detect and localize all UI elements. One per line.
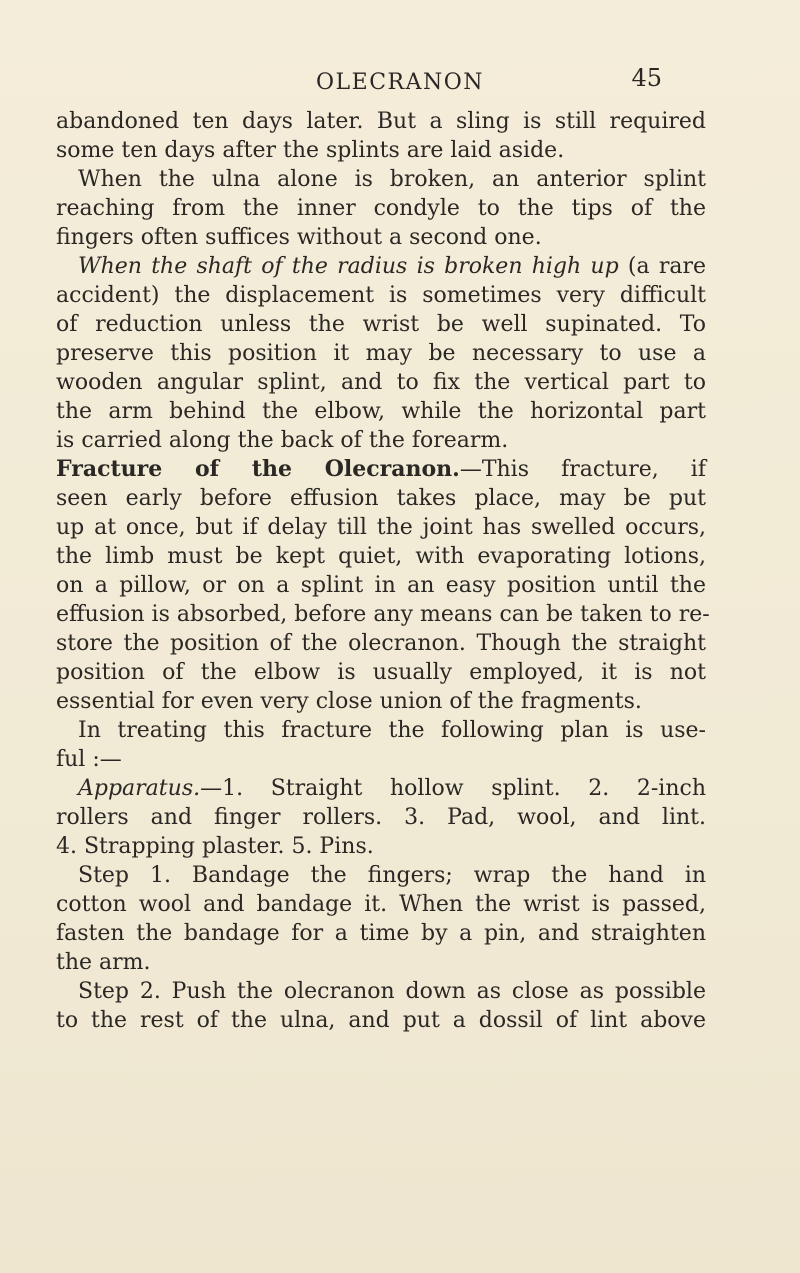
- text-line: seen early before effusion takes place, may be put: [56, 486, 706, 511]
- text-line: to the rest of the ulna, and put a dossil of lint above: [56, 1008, 706, 1033]
- text-line: 4. Strapping plaster. 5. Pins.: [56, 834, 374, 859]
- text-line: effusion is absorbed, before any means can be taken to re-: [56, 602, 710, 627]
- text-line: accident) the displacement is sometimes very difficult: [56, 283, 706, 308]
- text-line: is carried along the back of the forearm.: [56, 428, 509, 453]
- text-line: store the position of the olecranon. Though the straight: [56, 631, 706, 656]
- text-line: In treating this fracture the following plan is use-: [78, 718, 706, 743]
- page-number: 45: [631, 64, 662, 92]
- text-line: Fracture of the Olecranon.—This fracture, if: [56, 456, 706, 482]
- text-line: some ten days after the splints are laid aside.: [56, 138, 565, 163]
- text-line: the arm behind the elbow, while the horizontal part: [56, 399, 706, 424]
- text-line: the arm.: [56, 950, 151, 975]
- text-line: position of the elbow is usually employed, it is not: [56, 660, 706, 685]
- text-line: rollers and finger rollers. 3. Pad, wool, and lint.: [56, 805, 706, 830]
- text-line: essential for even very close union of the fragments.: [56, 689, 642, 714]
- text-line: fingers often suffices without a second one.: [56, 225, 542, 250]
- text-line: Step 2. Push the olecranon down as close as possible: [78, 979, 706, 1004]
- section-heading: Fracture of the Olecranon.: [56, 456, 460, 482]
- page-header: [0, 60, 800, 100]
- body-text: [56, 107, 710, 1035]
- text-line: cotton wool and bandage it. When the wrist is passed,: [56, 892, 706, 917]
- text-line: ful :—: [56, 747, 122, 772]
- text-line: abandoned ten days later. But a sling is still required: [56, 109, 706, 134]
- text-line: reaching from the inner condyle to the tips of the: [56, 196, 706, 221]
- text-line: the limb must be kept quiet, with evaporating lotions,: [56, 544, 706, 569]
- italic-lead: Apparatus.: [78, 776, 201, 801]
- text-line: fasten the bandage for a time by a pin, and straighten: [56, 921, 706, 946]
- italic-lead: When the shaft of the radius is broken high up: [78, 254, 619, 279]
- text-line: wooden angular splint, and to fix the vertical part to: [56, 370, 706, 395]
- text-line: Apparatus.—1. Straight hollow splint. 2. 2-inch: [78, 776, 706, 801]
- text-line: Step 1. Bandage the fingers; wrap the hand in: [78, 863, 706, 888]
- running-head: OLECRANON: [315, 70, 485, 95]
- text-line: up at once, but if delay till the joint has swelled occurs,: [56, 515, 706, 540]
- text-line: When the shaft of the radius is broken high up (a rare: [78, 254, 707, 279]
- text-line: on a pillow, or on a splint in an easy position until the: [56, 573, 706, 598]
- text-line: When the ulna alone is broken, an anterior splint: [78, 167, 706, 192]
- text-line: of reduction unless the wrist be well supinated. To: [56, 312, 706, 337]
- text-line: preserve this position it may be necessary to use a: [56, 341, 706, 366]
